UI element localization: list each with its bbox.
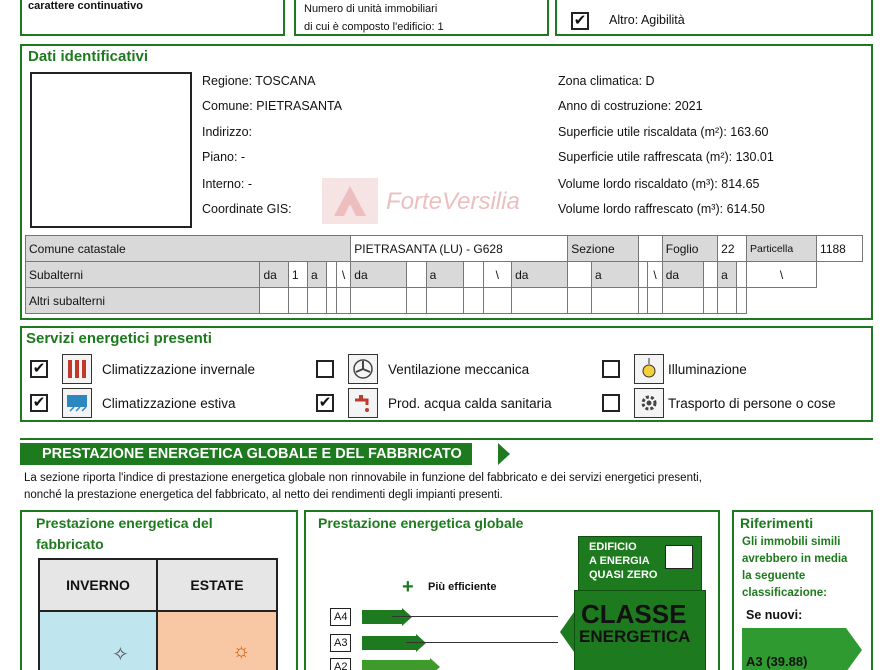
- top-middle-box: [294, 0, 549, 36]
- sub-sep: \: [648, 262, 662, 288]
- altri-cell: [464, 288, 483, 314]
- altri-cell: [737, 288, 747, 314]
- plus-icon: +: [402, 576, 414, 598]
- sub-da: da: [662, 262, 703, 288]
- altri-cell: [426, 288, 464, 314]
- riferimenti-line3: la seguente: [742, 570, 806, 582]
- watermark-text: ForteVersilia: [386, 188, 520, 215]
- altri-cell: [718, 288, 737, 314]
- sub-cell: [737, 262, 747, 288]
- nzeb-checkbox[interactable]: [665, 545, 693, 569]
- classe-label-1: CLASSE: [581, 599, 687, 629]
- units-line1: Numero di unità immobiliari: [304, 3, 438, 15]
- sub-a: a: [718, 262, 737, 288]
- altri-cell: [407, 288, 426, 314]
- continuous-label: carattere continuativo: [28, 0, 143, 12]
- inverno-cell: [40, 612, 158, 670]
- nzeb-line3: QUASI ZERO: [589, 569, 658, 581]
- ventilazione-meccanica-checkbox[interactable]: [316, 360, 334, 378]
- subalterni-label: Subalterni: [26, 262, 260, 288]
- acqua-calda-checkbox[interactable]: ✔: [316, 394, 334, 412]
- climatizzazione-estiva-label: Climatizzazione estiva: [102, 396, 236, 411]
- sub-a: a: [426, 262, 464, 288]
- piu-efficiente-label: Più efficiente: [428, 581, 497, 593]
- classe-label-2: ENERGETICA: [579, 627, 691, 646]
- sun-icon: ☼: [232, 640, 251, 662]
- table-row: [26, 262, 863, 288]
- faucet-icon: [348, 388, 378, 418]
- altri-cell: [351, 288, 407, 314]
- altri-cell: [336, 288, 350, 314]
- field-comune: Comune: PIETRASANTA: [202, 99, 343, 113]
- altri-cell: [307, 288, 326, 314]
- sub-cell: [703, 262, 717, 288]
- other-label: Altro: Agibilità: [609, 13, 685, 27]
- particella-value: 1188: [817, 236, 863, 262]
- class-a2-arrow: [430, 658, 440, 670]
- fabbricato-title-1: Prestazione energetica del: [36, 515, 213, 531]
- riferimenti-box: [732, 510, 873, 670]
- catasto-table: [25, 235, 863, 314]
- sub-cell: [327, 262, 337, 288]
- servizi-title: Servizi energetici presenti: [26, 330, 212, 347]
- banner-rule: [20, 438, 873, 440]
- se-nuovi-label: Se nuovi:: [746, 608, 803, 622]
- sub-sep: \: [483, 262, 512, 288]
- sub-da: da: [260, 262, 288, 288]
- riferimenti-line4: classificazione:: [742, 587, 828, 599]
- gear-icon: [634, 388, 664, 418]
- fabbricato-box: [20, 510, 298, 670]
- altri-cell: [703, 288, 717, 314]
- sub-da: da: [512, 262, 568, 288]
- top-right-box: [555, 0, 873, 36]
- altri-cell: [483, 288, 512, 314]
- photo-placeholder: [30, 72, 192, 228]
- sezione-value: [638, 236, 662, 262]
- inverno-header: [40, 560, 158, 612]
- field-anno: Anno di costruzione: 2021: [558, 99, 703, 113]
- nzeb-box: [578, 536, 702, 592]
- class-a4-arrow: [402, 608, 412, 626]
- lightbulb-icon: [634, 354, 664, 384]
- table-row: [26, 236, 863, 262]
- altri-cell: [638, 288, 648, 314]
- sub-sep: \: [747, 262, 817, 288]
- radiator-icon: [62, 354, 92, 384]
- field-sup-riscaldata: Superficie utile riscaldata (m²): 163.60: [558, 125, 769, 139]
- trasporto-checkbox[interactable]: [602, 394, 620, 412]
- estate-cell: [158, 612, 276, 670]
- sub-cell: [568, 262, 592, 288]
- altri-cell: [327, 288, 337, 314]
- foglio-value: 22: [718, 236, 747, 262]
- altri-cell: [260, 288, 288, 314]
- foglio-label: Foglio: [662, 236, 717, 262]
- riferimento-class-value: A3 (39.88): [746, 654, 808, 669]
- field-piano: Piano: -: [202, 150, 246, 164]
- field-sup-raffrescata: Superficie utile raffrescata (m²): 130.01: [558, 150, 774, 164]
- estate-label: ESTATE: [190, 577, 244, 593]
- altri-cell: [512, 288, 568, 314]
- altri-cell: [592, 288, 639, 314]
- riferimenti-line2: avrebbero in media: [742, 553, 848, 565]
- class-a4-line: [392, 616, 558, 617]
- field-vol-raffrescato: Volume lordo raffrescato (m³): 614.50: [558, 202, 765, 216]
- field-coordinate: Coordinate GIS:: [202, 202, 292, 216]
- altri-cell: [662, 288, 703, 314]
- climatizzazione-invernale-label: Climatizzazione invernale: [102, 362, 256, 377]
- prestazione-banner: PRESTAZIONE ENERGETICA GLOBALE E DEL FABBRICATO: [20, 443, 472, 465]
- class-a2-label: A2: [330, 658, 351, 670]
- units-line2: di cui è composto l'edificio: 1: [304, 21, 444, 33]
- classe-box: [574, 590, 706, 670]
- table-row: [26, 288, 863, 314]
- sub-a: a: [592, 262, 639, 288]
- other-checkbox[interactable]: ✔: [571, 12, 589, 30]
- sub-da: da: [351, 262, 407, 288]
- dati-identificativi-title: Dati identificativi: [28, 48, 149, 65]
- sub-a: a: [307, 262, 326, 288]
- watermark-logo: [322, 178, 378, 224]
- altri-cell: [288, 288, 307, 314]
- field-indirizzo: Indirizzo:: [202, 125, 253, 139]
- class-a2-bar: [362, 660, 430, 670]
- class-a3-tag: [330, 634, 351, 652]
- particella-label: Particella: [747, 236, 817, 262]
- nzeb-line1: EDIFICIO: [589, 541, 637, 553]
- altri-cell: [568, 288, 592, 314]
- comune-catastale-label: Comune catastale: [26, 236, 351, 262]
- class-a3-label: A3: [330, 634, 351, 652]
- class-a3-line: [406, 642, 558, 643]
- class-a4-label: A4: [330, 608, 351, 626]
- globale-title: Prestazione energetica globale: [318, 515, 524, 531]
- classe-pointer: [560, 612, 574, 652]
- prestazione-desc-2: nonché la prestazione energetica del fabbricato, al netto dei rendimenti degli impianti presenti.: [24, 489, 503, 501]
- sub-cell: [638, 262, 648, 288]
- prestazione-desc-1: La sezione riporta l'indice di prestazione energetica globale non rinnovabile in funzione del fabbricato e dei servizi energetici presenti,: [24, 472, 702, 484]
- field-vol-riscaldato: Volume lordo riscaldato (m³): 814.65: [558, 177, 760, 191]
- snowflake-icon: ✧: [112, 644, 129, 666]
- class-a3-bar: [362, 636, 416, 650]
- sub-cell: [464, 262, 483, 288]
- riferimento-class-arrow-tip: [846, 628, 862, 670]
- air-conditioner-icon: [62, 388, 92, 418]
- field-zona-climatica: Zona climatica: D: [558, 74, 655, 88]
- climatizzazione-estiva-checkbox[interactable]: ✔: [30, 394, 48, 412]
- class-a2-tag: [330, 658, 351, 670]
- field-interno: Interno: -: [202, 177, 253, 191]
- globale-box: [304, 510, 720, 670]
- acqua-calda-label: Prod. acqua calda sanitaria: [388, 396, 552, 411]
- estate-header: [158, 560, 276, 612]
- climatizzazione-invernale-checkbox[interactable]: ✔: [30, 360, 48, 378]
- servizi-box: [20, 326, 873, 422]
- fabbricato-title-2: fabbricato: [36, 536, 104, 552]
- sezione-label: Sezione: [568, 236, 638, 262]
- riferimenti-line1: Gli immobili simili: [742, 536, 841, 548]
- field-regione: Regione: TOSCANA: [202, 74, 316, 88]
- illuminazione-label: Illuminazione: [668, 362, 747, 377]
- inverno-label: INVERNO: [66, 577, 130, 593]
- illuminazione-checkbox[interactable]: [602, 360, 620, 378]
- sub-sep: \: [336, 262, 350, 288]
- trasporto-label: Trasporto di persone o cose: [668, 396, 836, 411]
- banner-arrow: [498, 443, 510, 465]
- class-a4-tag: [330, 608, 351, 626]
- altri-subalterni-label: Altri subalterni: [26, 288, 260, 314]
- sub-cell: [407, 262, 426, 288]
- altri-cell: [648, 288, 662, 314]
- season-table: [38, 558, 278, 670]
- comune-catastale-value: PIETRASANTA (LU) - G628: [351, 236, 568, 262]
- ventilazione-meccanica-label: Ventilazione meccanica: [388, 362, 530, 377]
- nzeb-line2: A ENERGIA: [589, 555, 650, 567]
- riferimenti-title: Riferimenti: [740, 515, 814, 531]
- class-a3-arrow: [416, 634, 426, 652]
- fan-icon: [348, 354, 378, 384]
- sub-value: 1: [288, 262, 307, 288]
- class-a4-bar: [362, 610, 402, 624]
- top-left-box: [20, 0, 285, 36]
